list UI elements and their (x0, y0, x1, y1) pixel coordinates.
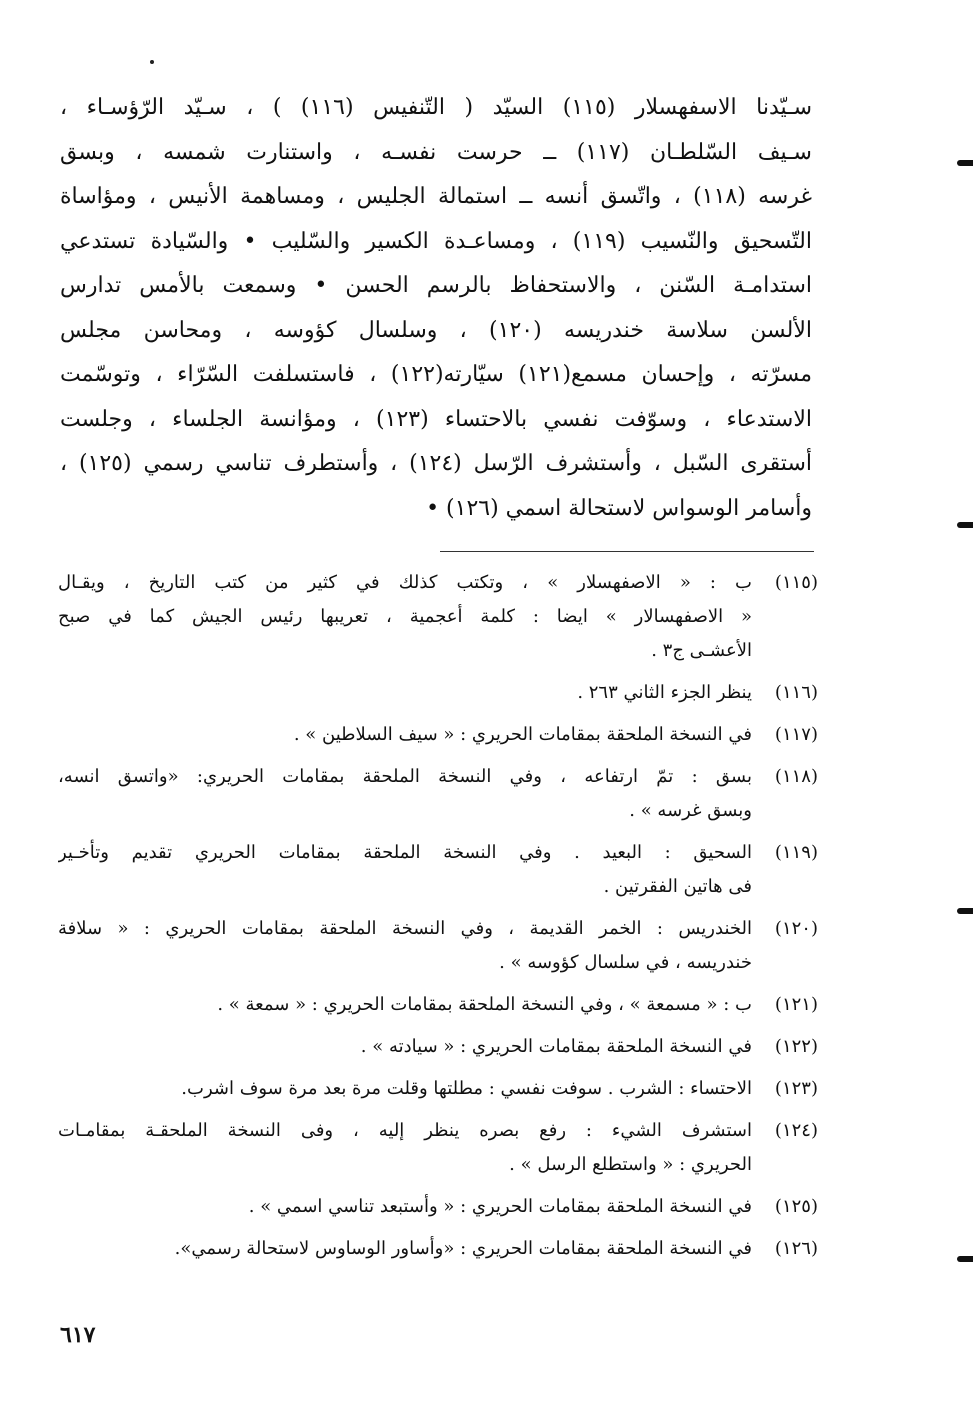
footnote-line: « الاصفهسالار » ايضا : كلمة أعجمية ، تعريبها رئيس الجيش كما في صبح (58, 606, 752, 627)
footnote-number: (١٢١) (774, 994, 818, 1015)
footnote-number: (١٢٤) (774, 1120, 818, 1141)
footnote-number: (١١٦) (774, 682, 818, 703)
footnote-line: فى هاتين الفقرتين . (603, 876, 752, 897)
scan-edge-mark (957, 522, 973, 528)
footnote-line: ب : « الاصفهسلار » ، وتكتب كذلك في كثير من كتب التاريخ ، ويقـال (58, 572, 752, 593)
body-line: أستقرى السّبل ، وأستشرف الرّسل (١٢٤) ، وأستطرف تناسي رسمي (١٢٥) ، (60, 451, 812, 476)
body-line: الألسن سلاسة خندريسه (١٢٠) ، وسلسال كؤوسه ، ومحاسن مجلس (60, 317, 812, 343)
scan-edge-mark (957, 1256, 973, 1262)
footnote-line: الخندريس : الخمر القديمة ، وفي النسخة الملحقة بمقامات الحريري : « سلافة (58, 918, 752, 939)
footnote-number: (١٢٠) (774, 918, 818, 939)
footnote-number: (١١٧) (774, 724, 818, 745)
footnote (58, 760, 818, 828)
footnote (58, 836, 818, 904)
footnote-line: في النسخة الملحقة بمقامات الحريري : « سيادته » . (360, 1036, 752, 1057)
footnote-number: (١١٩) (774, 842, 818, 863)
footnotes-block (58, 566, 818, 1274)
scan-edge-mark (957, 160, 973, 166)
footnote-number: (١٢٢) (774, 1036, 818, 1057)
body-line: وأسامر الوسواس لاستحالة اسمي (١٢٦) • (426, 495, 812, 521)
footnote (58, 1232, 818, 1266)
footnote (58, 1030, 818, 1064)
footnote-line: في النسخة الملحقة بمقامات الحريري : «وأساور الوساوس لاستحالة رسمي». (174, 1238, 752, 1259)
footnote-line: ينظر الجزء الثاني ٢٦٣ . (577, 682, 752, 703)
body-line: التّسحيق والنّسيب (١١٩) ، ومساعـدة الكسير والسّليب • والسّيادة تستدعي (60, 228, 812, 254)
footnote (58, 676, 818, 710)
body-line: غرسه (١١٨) ، واتّسق أنسه ــ استمالة الجليس ، ومساهمة الأنيس ، ومؤاساة (60, 184, 812, 209)
footnote-number: (١٢٣) (774, 1078, 818, 1099)
body-line: سـيف السّلطـان (١١٧) ــ حرست نفسـه ، واستنارت شمسه ، وبسق (60, 139, 812, 165)
footnote (58, 988, 818, 1022)
footnote-number: (١١٥) (774, 572, 818, 593)
footnote (58, 912, 818, 980)
footnote-divider (440, 551, 814, 552)
footnote-line: الأعشـى ج٣ . (651, 640, 752, 661)
footnote-number: (١٢٦) (774, 1238, 818, 1259)
footnote-number: (١١٨) (774, 766, 818, 787)
footnote-number: (١٢٥) (774, 1196, 818, 1217)
scan-edge-mark (957, 908, 973, 914)
footnote-line: في النسخة الملحقة بمقامات الحريري : « سيف السلاطين » . (293, 724, 752, 745)
page-number: ٦١٧ (60, 1322, 96, 1348)
footnote (58, 1072, 818, 1106)
ink-dot (150, 60, 154, 64)
body-line: استدامـة السّنن ، والاستحفاظ بالرسم الحسن • وسمعت بالأمس تدارس (60, 273, 812, 298)
footnote-line: ب : « مسمعة » ، وفي النسخة الملحقة بمقامات الحريري : « سمعة » . (217, 994, 752, 1015)
footnote (58, 1190, 818, 1224)
footnote-line: وبسق غرسه » . (629, 800, 752, 821)
footnote-line: الحريري : « واستطلع الرسل » . (509, 1154, 752, 1175)
footnote-line: في النسخة الملحقة بمقامات الحريري : « وأستبعد تناسي اسمي » . (248, 1196, 752, 1217)
footnote (58, 1114, 818, 1182)
footnote (58, 718, 818, 752)
body-line: سـيّدنا الاسفهسلار (١١٥) السيّد ( التّنفيس (١١٦) ) ، سـيّد الرّؤسـاء ، (60, 95, 812, 120)
footnote-line: بسق : تمّ ارتفاعه ، وفي النسخة الملحقة بمقامات الحريري: «واتسق انسه، (58, 766, 752, 787)
footnote (58, 566, 818, 668)
body-line: مسرّته ، وإحسان مسمع(١٢١) سيّارته(١٢٢) ، فاستسلفت السّرّاء ، وتوسّمت (60, 362, 812, 387)
footnote-line: السحيق : البعيد . وفي النسخة الملحقة بمقامات الحريري تقديم وتأخـير (58, 842, 752, 863)
footnote-line: استشرف الشيء : رفع بصره ينظر إليه ، وفى النسخة الملحقـة بمقامـات (58, 1120, 752, 1141)
footnote-line: خندريسه ، في سلسال كؤوسه » . (499, 952, 752, 973)
footnote-line: الاحتساء : الشرب . سوفت نفسي : مطلتها وقلت مرة بعد مرة سوف اشرب. (181, 1078, 752, 1099)
main-text-block (60, 86, 812, 531)
body-line: الاستدعاء ، وسوّفت نفسي بالاحتساء (١٢٣) ، ومؤانسة الجلساء ، وجلست (60, 406, 812, 432)
